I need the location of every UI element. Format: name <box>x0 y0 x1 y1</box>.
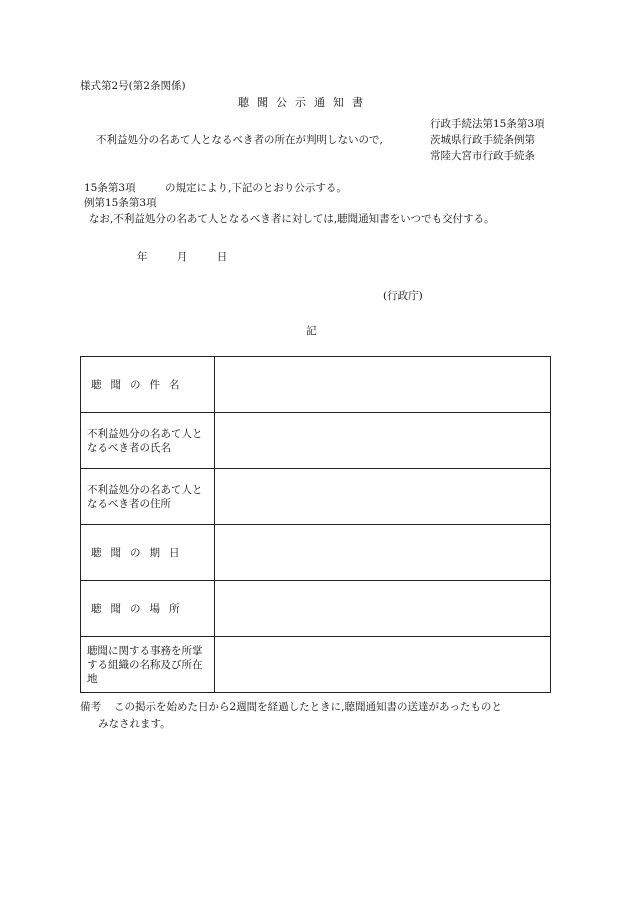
date-month: 月 <box>176 251 188 263</box>
note-text: なお,不利益処分の名あて人となるべき者に対しては,聴聞通知書をいつでも交付する。 <box>89 213 495 225</box>
remark-heading: 備考 <box>80 701 101 713</box>
law-ref-1: 行政手続法第15条第3項 <box>430 118 545 130</box>
table-row <box>81 413 551 469</box>
document-title: 聴聞公示通知書 <box>238 96 371 109</box>
date-day: 日 <box>216 251 228 263</box>
table-row <box>81 357 551 413</box>
row-label: 聴聞に関する事務を所掌する組織の名称及び所在地 <box>81 637 215 693</box>
article-continuation-1: 15条第3項 <box>84 182 136 194</box>
law-ref-2: 茨城県行政手続条例第 <box>430 134 535 146</box>
remark-line-1: この掲示を始めた日から2週間を経過したときに,聴聞通知書の送達があったものと <box>114 701 502 713</box>
row-value <box>215 525 551 581</box>
ki-heading: 記 <box>306 325 317 337</box>
intro-text: 不利益処分の名あて人となるべき者の所在が判明しないので, <box>96 134 383 146</box>
row-value <box>215 637 551 693</box>
hearing-table <box>80 356 551 693</box>
table-row <box>81 469 551 525</box>
table-row <box>81 581 551 637</box>
table-row <box>81 525 551 581</box>
date-year: 年 <box>137 251 148 263</box>
form-number: 様式第2号(第2条関係) <box>80 80 186 92</box>
table-row <box>81 637 551 693</box>
office-label: (行政庁) <box>383 290 423 302</box>
row-value <box>215 413 551 469</box>
row-label: 聴聞の期日 <box>81 525 215 581</box>
row-value <box>215 357 551 413</box>
article-continuation-2: 例第15条第3項 <box>84 197 157 209</box>
row-label: 不利益処分の名あて人となるべき者の氏名 <box>81 413 215 469</box>
row-label: 不利益処分の名あて人となるべき者の住所 <box>81 469 215 525</box>
law-ref-3: 常陸大宮市行政手続条 <box>430 150 535 162</box>
row-label: 聴聞の場所 <box>81 581 215 637</box>
row-value <box>215 469 551 525</box>
row-value <box>215 581 551 637</box>
row-label: 聴聞の件名 <box>81 357 215 413</box>
remark-line-2: みなされます。 <box>98 718 171 730</box>
provision-text: の規定により,下記のとおり公示する。 <box>165 182 347 194</box>
date-line <box>137 250 227 264</box>
